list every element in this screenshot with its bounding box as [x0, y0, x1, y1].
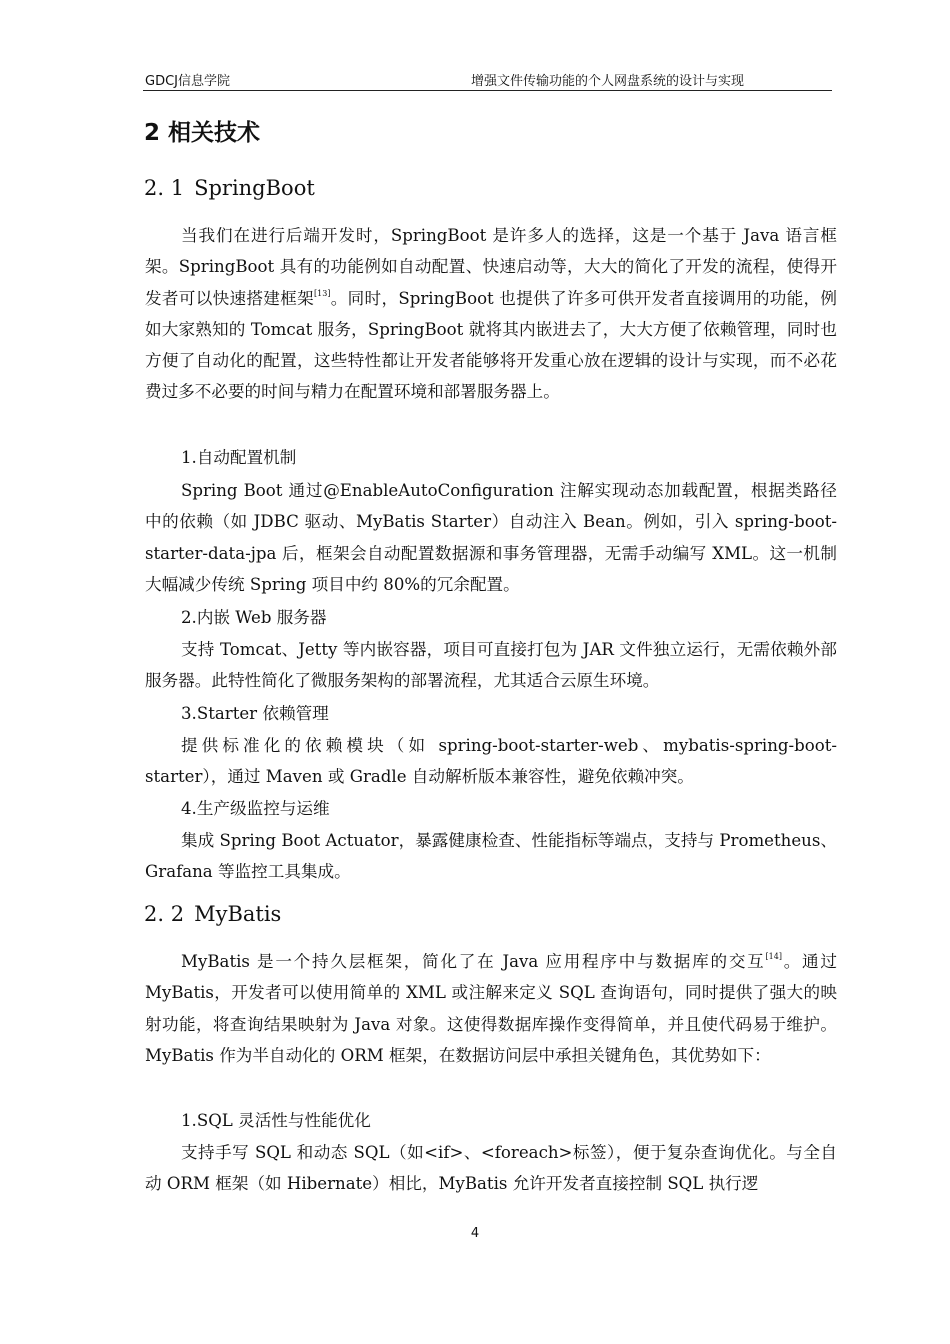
- paragraph-embedded-server: 支持 Tomcat、Jetty 等内嵌容器，项目可直接打包为 JAR 文件独立运行，无需依赖外部服务器。此特性简化了微服务架构的部署流程，尤其适合云原生环境。: [145, 640, 837, 691]
- subheading-sql-flexibility: 1.SQL 灵活性与性能优化: [181, 1111, 371, 1130]
- paragraph-text: MyBatis 是一个持久层框架，简化了在 Java 应用程序中与数据库的交互: [181, 952, 766, 971]
- subheading-monitoring: 4.生产级监控与运维: [181, 799, 330, 818]
- subheading-auto-config: 1.自动配置机制: [181, 448, 297, 467]
- page-header: [143, 66, 832, 91]
- paragraph-text: 。通过 MyBatis，开发者可以使用简单的 XML 或注解来定义 SQL 查询语句，同时提供了强大的映射功能，将查询结果映射为 Java 对象。这使得数据库操作变得简单，并且使代码易于维护。MyBatis 作为半自动化的 ORM 框架，在数据访问层中承担关键角色，其优势如下：: [145, 952, 837, 1065]
- paragraph-starter: 提供标准化的依赖模块（如 spring-boot-starter-web、mybatis-spring-boot-starter），通过 Maven 或 Gradle 自动解析版本兼容性，避免依赖冲突。: [145, 736, 837, 787]
- paragraph-springboot-intro: [145, 220, 837, 408]
- paragraph-text: 当我们在进行后端开发时，SpringBoot 是许多人的选择，这是一个基于 Java 语言框架。SpringBoot 具有的功能例如自动配置、快速启动等，大大的简化了开发的流程，使得开发者可以快速搭建框架: [145, 226, 837, 308]
- section-number: 2. 2: [144, 902, 185, 926]
- paragraph-auto-config: Spring Boot 通过@EnableAutoConfiguration 注解实现动态加载配置，根据类路径中的依赖（如 JDBC 驱动、MyBatis Starter）自动注入 Bean。例如，引入 spring-boot-starter-data-jpa 后，框架会自动配置数据源和事务管理器，无需手动编写 XML。这一机制大幅减少传统 Spring 项目中约 80%的冗余配置。: [145, 481, 837, 594]
- section-heading-mybatis: [144, 902, 281, 926]
- subheading-starter: 3.Starter 依赖管理: [181, 704, 329, 723]
- page-number: 4: [470, 1226, 480, 1241]
- paragraph-text: 。同时，SpringBoot 也提供了许多可供开发者直接调用的功能，例如大家熟知的 Tomcat 服务，SpringBoot 就将其内嵌进去了，大大方便了依赖管理，同时也方便了自动化的配置，这些特性都让开发者能够将开发重心放在逻辑的设计与实现，而不必花费过多不必要的时间与精力在配置环境和部署服务器上。: [145, 288, 838, 402]
- citation: [13]: [314, 288, 331, 298]
- header-institution: GDCJ信息学院: [145, 74, 230, 89]
- citation: [14]: [765, 952, 782, 961]
- header-thesis-title: 增强文件传输功能的个人网盘系统的设计与实现: [471, 74, 745, 89]
- chapter-title: 2 相关技术: [144, 120, 261, 146]
- section-heading-springboot: [144, 176, 315, 200]
- section-title: SpringBoot: [194, 176, 315, 200]
- section-number: 2. 1: [144, 176, 185, 200]
- subheading-embedded-server: 2.内嵌 Web 服务器: [181, 608, 327, 627]
- paragraph-monitoring: 集成 Spring Boot Actuator，暴露健康检查、性能指标等端点，支持与 Prometheus、Grafana 等监控工具集成。: [145, 831, 837, 882]
- paragraph-sql-flexibility: 支持手写 SQL 和动态 SQL（如<if>、<foreach>标签），便于复杂查询优化。与全自动 ORM 框架（如 Hibernate）相比，MyBatis 允许开发者直接控制 SQL 执行逻: [145, 1143, 837, 1194]
- section-title: MyBatis: [194, 902, 282, 926]
- paragraph-mybatis-intro: [145, 946, 837, 1071]
